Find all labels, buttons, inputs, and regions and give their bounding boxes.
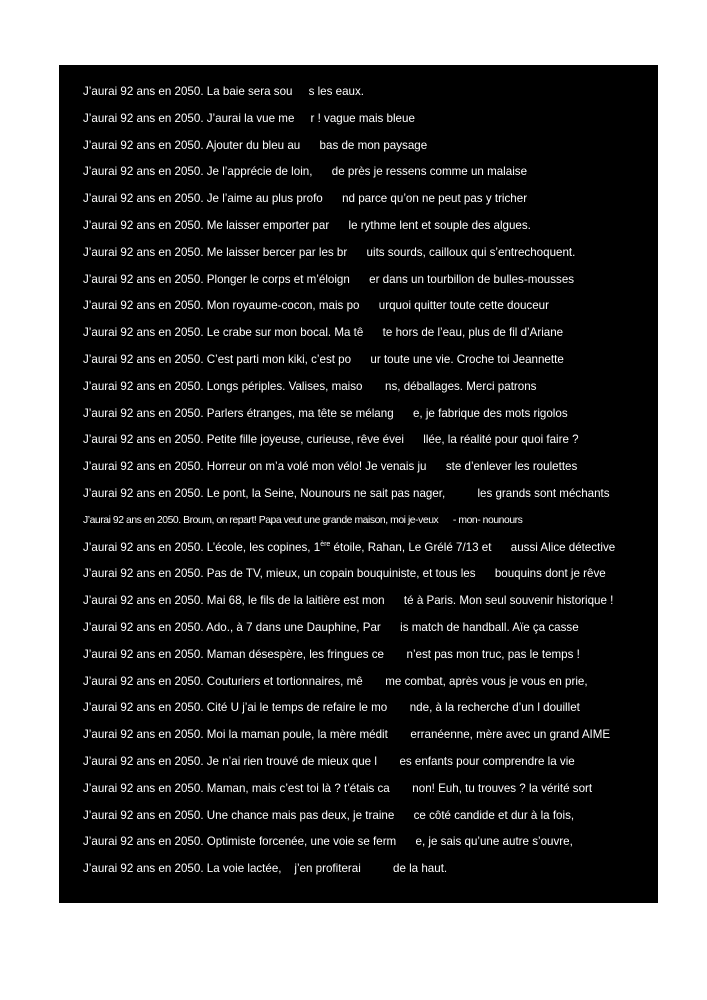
poem-line: J’aurai 92 ans en 2050. Le pont, la Seine, Nounours ne sait pas nager, les grands sont méchants [83,486,610,500]
poem-line: J’aurai 92 ans en 2050. Je l’aime au plus profo nd parce qu’on ne peut pas y tricher [83,192,528,206]
poem-panel [59,65,658,903]
poem-line: J’aurai 92 ans en 2050. Mon royaume-cocon, mais po urquoi quitter toute cette douceur [83,299,549,313]
poem-line: J’aurai 92 ans en 2050. Mai 68, le fils de la laitière est mon té à Paris. Mon seul souvenir historique ! [83,594,614,608]
poem-line: J’aurai 92 ans en 2050. Moi la maman poule, la mère médit erranéenne, mère avec un grand AIME [83,728,611,742]
poem-line: J’aurai 92 ans en 2050. Parlers étranges, ma tête se mélang e, je fabrique des mots rigolos [83,406,568,420]
poem-line: J’aurai 92 ans en 2050. Je l’apprécie de loin, de près je ressens comme un malaise [83,165,528,179]
poem-line: J’aurai 92 ans en 2050. Me laisser bercer par les br uits sourds, cailloux qui s’entrechoquent. [83,245,576,259]
poem-line: J’aurai 92 ans en 2050. Me laisser emporter par le rythme lent et souple des algues. [83,218,531,232]
poem-line-text-rest: étoile, Rahan, Le Grélé 7/13 et aussi Alice détective [330,540,616,554]
poem-line-text: J’aurai 92 ans en 2050. L’école, les copines, 1 [83,540,321,554]
poem-line: J’aurai 92 ans en 2050. Petite fille joyeuse, curieuse, rêve évei llée, la réalité pour quoi faire ? [83,433,579,447]
poem-line: J’aurai 92 ans en 2050. Le crabe sur mon bocal. Ma tê te hors de l’eau, plus de fil d’Ariane [83,326,564,340]
poem-line: J’aurai 92 ans en 2050. Longs périples. Valises, maiso ns, déballages. Merci patrons [83,379,537,393]
poem-line: J’aurai 92 ans en 2050. Broum, on repart! Papa veut une grande maison, moi je-veux - mon- nounours [83,514,523,526]
poem-line: J’aurai 92 ans en 2050. J’aurai la vue me r ! vague mais bleue [83,111,415,125]
poem-line: J’aurai 92 ans en 2050. La voie lactée, j’en profiterai de la haut. [83,862,448,876]
poem-line: J’aurai 92 ans en 2050. Maman désespère, les fringues ce n’est pas mon truc, pas le temps ! [83,647,580,661]
poem-line: J’aurai 92 ans en 2050. C’est parti mon kiki, c’est po ur toute une vie. Croche toi Jeannette [83,352,564,366]
poem-line: J’aurai 92 ans en 2050. Maman, mais c’est toi là ? t’étais ca non! Euh, tu trouves ? la vérité sort [83,781,593,795]
poem-line: J’aurai 92 ans en 2050. Une chance mais pas deux, je traine ce côté candide et dur à la fois, [83,808,575,822]
poem-line: J’aurai 92 ans en 2050. Horreur on m’a volé mon vélo! Je venais ju ste d’enlever les roulettes [83,460,578,474]
poem-line: J’aurai 92 ans en 2050. Je n’ai rien trouvé de mieux que l es enfants pour comprendre la vie [83,754,575,768]
poem-line: J’aurai 92 ans en 2050. Optimiste forcenée, une voie se ferm e, je sais qu’une autre s’ouvre, [83,835,573,849]
poem-line: J’aurai 92 ans en 2050. Pas de TV, mieux, un copain bouquiniste, et tous les bouquins dont je rêve [83,567,606,581]
poem-line: J’aurai 92 ans en 2050. Ajouter du bleu au bas de mon paysage [83,138,428,152]
poem-line: J’aurai 92 ans en 2050. Couturiers et tortionnaires, mê me combat, après vous je vous en prie, [83,674,588,688]
poem-lines [83,79,653,883]
poem-line: J’aurai 92 ans en 2050. La baie sera sou s les eaux. [83,85,365,98]
ordinal-superscript: ère [320,540,331,548]
poem-line: J’aurai 92 ans en 2050. Ado., à 7 dans une Dauphine, Par is match de handball. Aïe ça casse [83,620,579,634]
poem-line [83,535,653,562]
poem-line: J’aurai 92 ans en 2050. Cité U j’ai le temps de refaire le mo nde, à la recherche d’un l douillet [83,701,580,715]
poem-line: J’aurai 92 ans en 2050. Plonger le corps et m’éloign er dans un tourbillon de bulles-mousses [83,272,575,286]
